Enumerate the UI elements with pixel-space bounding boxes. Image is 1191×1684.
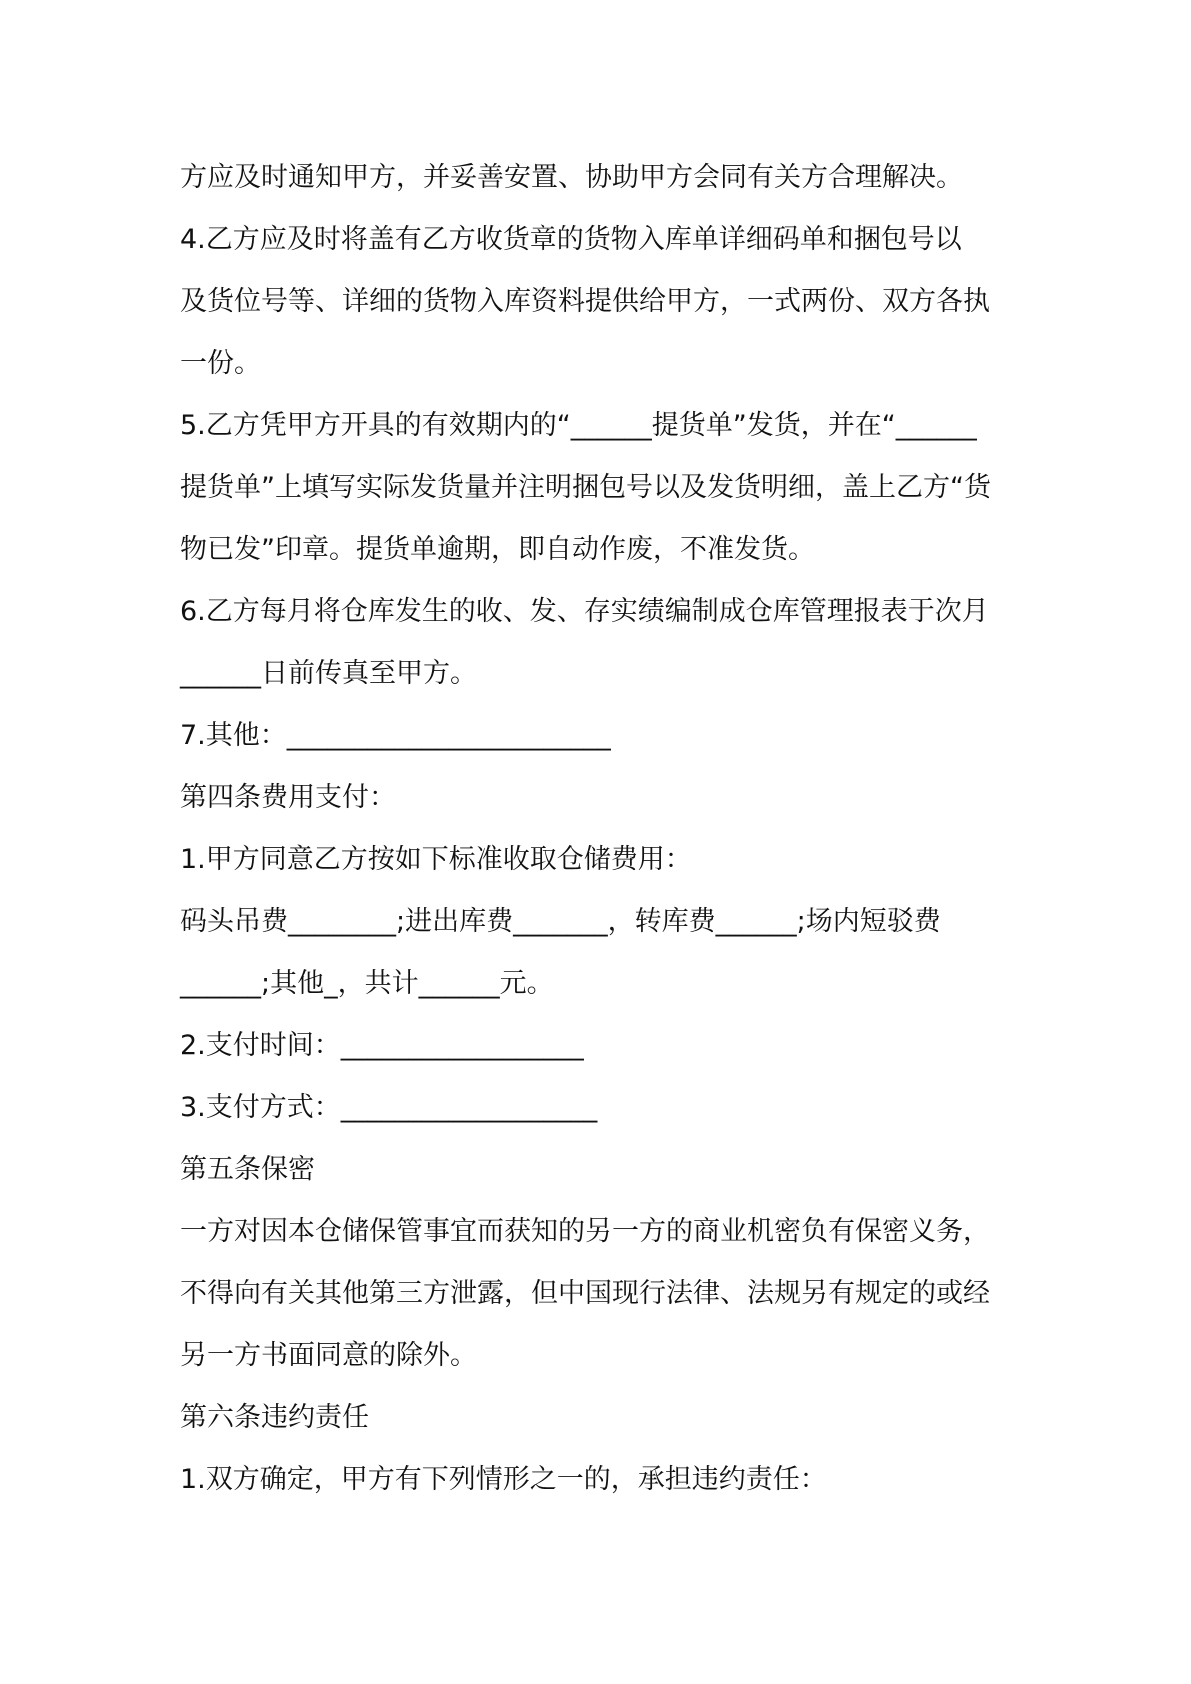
text-line: 1.双方确定，甲方有下列情形之一的，承担违约责任：: [180, 1464, 827, 1495]
text-line: 方应及时通知甲方，并妥善安置、协助甲方会同有关方合理解决。: [180, 162, 963, 193]
text-line: 3.支付方式：___________________: [180, 1092, 598, 1123]
text-line: 4.乙方应及时将盖有乙方收货章的货物入库单详细码单和捆包号以: [180, 224, 962, 255]
text-line: 7.其他：________________________: [180, 720, 611, 751]
text-line: ______日前传真至甲方。: [180, 658, 477, 689]
section-heading: 第六条违约责任: [180, 1402, 369, 1433]
text-line: 1.甲方同意乙方按如下标准收取仓储费用：: [180, 844, 692, 875]
text-line: 另一方书面同意的除外。: [180, 1340, 477, 1371]
section-heading: 第五条保密: [180, 1154, 315, 1185]
text-line: 物已发”印章。提货单逾期，即自动作废，不准发货。: [180, 534, 815, 565]
text-line: 一方对因本仓储保管事宜而获知的另一方的商业机密负有保密义务，: [180, 1216, 990, 1247]
text-line: 2.支付时间：__________________: [180, 1030, 584, 1061]
text-line: 5.乙方凭甲方开具的有效期内的“______提货单”发货，并在“______: [180, 410, 977, 441]
text-line: 6.乙方每月将仓库发生的收、发、存实绩编制成仓库管理报表于次月: [180, 596, 989, 627]
text-line: 不得向有关其他第三方泄露，但中国现行法律、法规另有规定的或经: [180, 1278, 990, 1309]
text-line: 码头吊费________;进出库费_______，转库费______;场内短驳费: [180, 906, 941, 937]
text-line: ______;其他_，共计______元。: [180, 968, 554, 999]
text-line: 及货位号等、详细的货物入库资料提供给甲方，一式两份、双方各执: [180, 286, 990, 317]
section-heading: 第四条费用支付：: [180, 782, 396, 813]
text-line: 提货单”上填写实际发货量并注明捆包号以及发货明细，盖上乙方“货: [180, 472, 991, 503]
text-line: 一份。: [180, 348, 261, 379]
